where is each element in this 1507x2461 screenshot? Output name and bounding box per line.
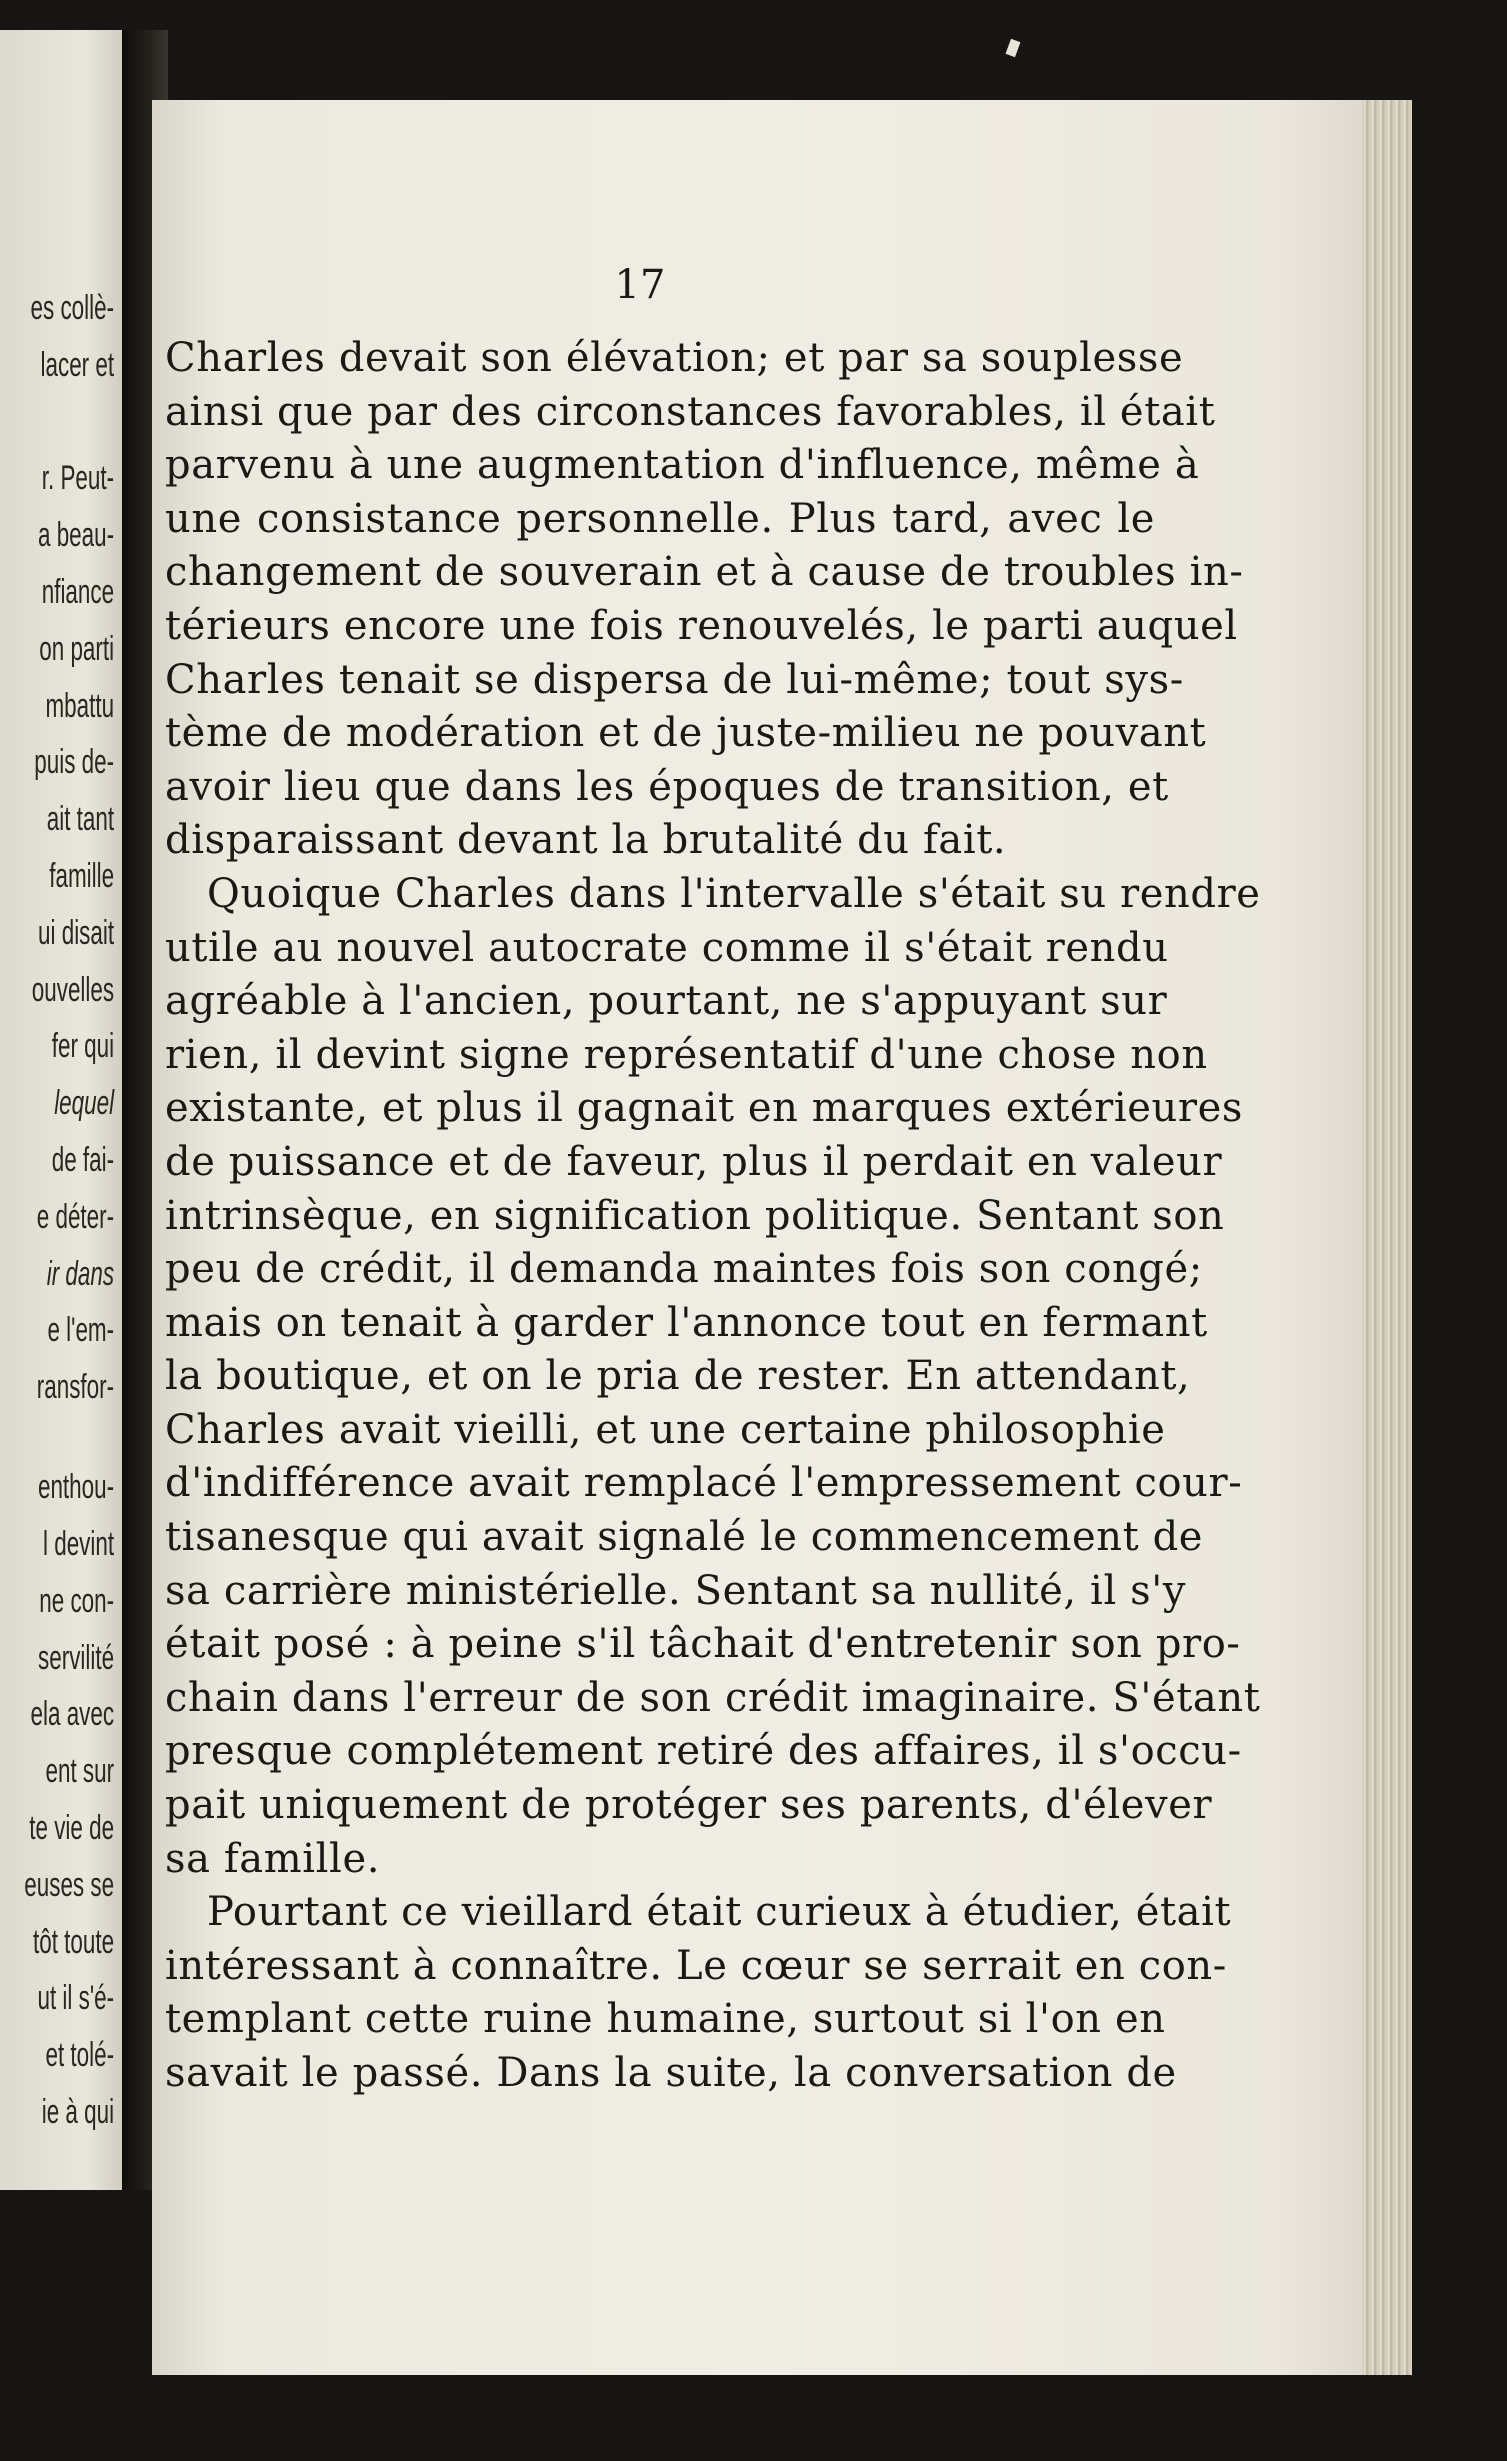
- left-line: ait tant: [46, 800, 115, 839]
- text-line: utile au nouvel autocrate comme il s'était rendu: [165, 924, 1169, 971]
- text-line: agréable à l'ancien, pourtant, ne s'appuyant sur: [165, 978, 1168, 1025]
- left-line: [24, 394, 114, 451]
- left-line: puis de-: [34, 743, 114, 782]
- text-line: intrinsèque, en signification politique. Sentant son: [165, 1192, 1225, 1239]
- left-line: on parti: [39, 629, 115, 668]
- text-line: existante, et plus il gagnait en marques extérieures: [165, 1085, 1243, 1132]
- left-line: enthou-: [37, 1468, 114, 1507]
- text-line: d'indifférence avait remplacé l'empressement cour-: [165, 1460, 1243, 1507]
- body-text: [165, 332, 1261, 2101]
- left-line: ir dans: [46, 1254, 114, 1293]
- text-line: intéressant à connaître. Le cœur se serrait en con-: [165, 1942, 1227, 1989]
- left-line: ne con-: [39, 1581, 115, 1620]
- page-marker: [1006, 39, 1021, 57]
- left-line: euses se: [24, 1865, 114, 1904]
- text-line: avoir lieu que dans les époques de transition, et: [165, 763, 1169, 810]
- left-line: a beau-: [37, 516, 114, 555]
- left-line: famille: [49, 856, 114, 895]
- text-line: ainsi que par des circonstances favorables, il était: [165, 388, 1216, 435]
- text-line: térieurs encore une fois renouvelés, le parti auquel: [165, 602, 1238, 649]
- left-line: r. Peut-: [41, 459, 114, 498]
- text-line: sa carrière ministérielle. Sentant sa nullité, il s'y: [165, 1567, 1187, 1614]
- text-line: savait le passé. Dans la suite, la conversation de: [165, 2050, 1177, 2096]
- text-line: une consistance personnelle. Plus tard, avec le: [165, 495, 1155, 542]
- left-line: ui disait: [37, 913, 114, 952]
- left-line: ouvelles: [31, 970, 114, 1009]
- text-line: Pourtant ce vieillard était curieux à étudier, était: [207, 1889, 1232, 1936]
- left-line: et tolé-: [45, 2036, 114, 2075]
- text-line: sa famille.: [165, 1835, 381, 1882]
- left-line: ie à qui: [41, 2092, 114, 2131]
- text-line: chain dans l'erreur de son crédit imaginaire. S'étant: [165, 1674, 1261, 1721]
- text-line: parvenu à une augmentation d'influence, même à: [165, 442, 1200, 489]
- left-line: ent sur: [45, 1752, 114, 1791]
- text-line: pait uniquement de protéger ses parents, d'élever: [165, 1782, 1213, 1829]
- left-line: lequel: [54, 1084, 114, 1123]
- left-line: ela avec: [30, 1695, 114, 1734]
- text-line: Charles devait son élévation; et par sa souplesse: [165, 335, 1184, 381]
- text-line: templant cette ruine humaine, surtout si l'on en: [165, 1996, 1166, 2043]
- text-line: était posé : à peine s'il tâchait d'entretenir son pro-: [165, 1621, 1241, 1668]
- left-line: lacer et: [40, 345, 114, 384]
- left-line: ransfor-: [36, 1368, 114, 1407]
- left-line: e l'em-: [47, 1311, 114, 1350]
- text-line: disparaissant devant la brutalité du fait.: [165, 817, 1007, 864]
- text-line: peu de crédit, il demanda maintes fois son congé;: [165, 1246, 1203, 1293]
- left-line: de fai-: [51, 1140, 114, 1179]
- left-line: te vie de: [29, 1808, 114, 1847]
- text-line: changement de souverain et à cause de troubles in-: [165, 549, 1244, 596]
- page-edges: [1362, 100, 1412, 2375]
- text-line: rien, il devint signe représentatif d'une chose non: [165, 1031, 1208, 1078]
- text-line: Charles avait vieilli, et une certaine philosophie: [165, 1406, 1166, 1453]
- text-line: tisanesque qui avait signalé le commencement de: [165, 1514, 1204, 1561]
- text-line: Quoique Charles dans l'intervalle s'était su rendre: [207, 870, 1261, 917]
- text-line: la boutique, et on le pria de rester. En attendant,: [165, 1353, 1191, 1400]
- left-line: nfiance: [41, 572, 114, 611]
- left-line: servilité: [37, 1638, 114, 1677]
- left-line: mbattu: [45, 686, 114, 725]
- left-line: e déter-: [36, 1197, 114, 1236]
- text-line: tème de modération et de juste-milieu ne pouvant: [165, 710, 1207, 757]
- left-line: es collè-: [30, 289, 114, 327]
- left-line: fer qui: [51, 1027, 114, 1066]
- text-line: mais on tenait à garder l'annonce tout en fermant: [165, 1299, 1208, 1346]
- left-line: tôt toute: [32, 1922, 115, 1961]
- left-line: l devint: [42, 1524, 114, 1563]
- text-line: de puissance et de faveur, plus il perdait en valeur: [165, 1138, 1223, 1185]
- previous-page: [0, 30, 122, 2190]
- left-line: ut il s'é-: [37, 1979, 114, 2018]
- text-line: presque complétement retiré des affaires, il s'occu-: [165, 1728, 1242, 1775]
- previous-page-text: [24, 280, 114, 2141]
- text-line: Charles tenait se dispersa de lui-même; tout sys-: [165, 656, 1184, 703]
- page-number: 17: [614, 262, 666, 308]
